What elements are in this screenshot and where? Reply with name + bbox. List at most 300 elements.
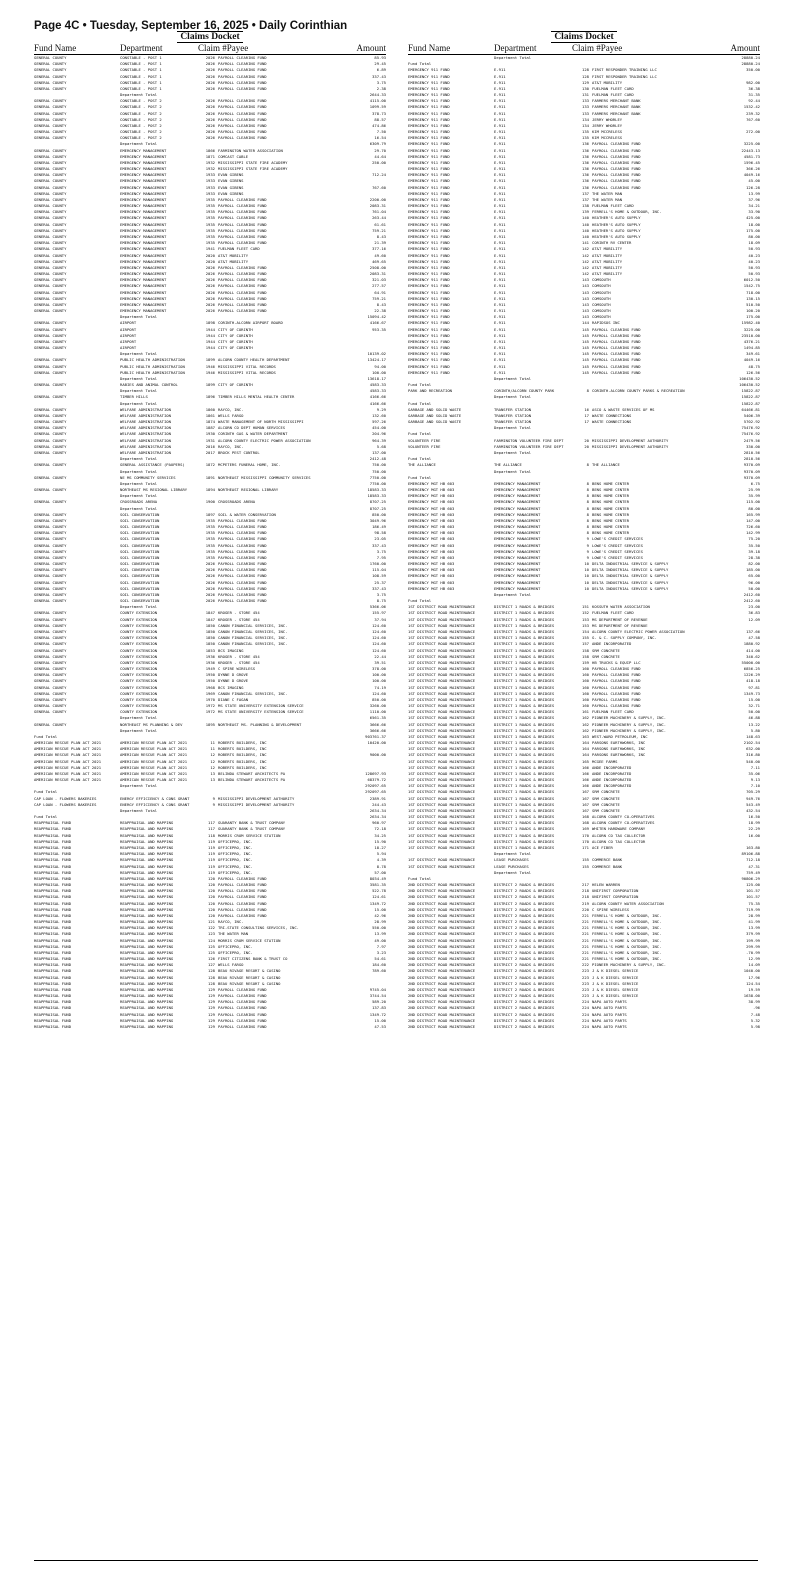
department-cell: ENERGY EFFICIENCY & CONS GRANT [120,795,190,801]
payee-cell: NAPA AUTO PARTS [592,999,627,1005]
fund-cell: 1ST DISTRICT ROAD MAINTENANCE [408,783,476,789]
amount-cell: 106430.52 [739,375,760,381]
amount-cell: 13424.17 [367,357,386,363]
department-cell: COUNTY EXTENSION [120,703,158,709]
fund-cell: Fund Total [408,61,432,67]
fund-cell: 2ND DISTRICT ROAD MAINTENANCE [408,986,476,992]
claim-number-cell: 143 [582,295,589,301]
amount-cell: 68379.72 [367,777,386,783]
department-cell: DISTRICT 2 ROADS & BRIDGES [494,986,555,992]
department-cell: EMERGENCY MANAGEMENT [120,308,167,314]
amount-cell: 9000.00 [369,752,386,758]
docket-column-left [34,32,386,1030]
claim-number-cell: 145 [582,363,589,369]
fund-cell: EMERGENCY MGT HB 603 [408,554,455,560]
department-cell: TIMBER HILLS [120,394,148,400]
amount-cell: 124.60 [372,628,386,634]
fund-cell: GENERAL COUNTY [34,73,67,79]
payee-cell: EVAN GIBENS [218,178,244,184]
department-cell: WELFARE ADMINISTRATION [120,450,171,455]
payee-cell: LOWE'S CREDIT SERVICES [592,536,643,542]
claim-number-cell: 8 [586,517,589,523]
payee-cell: PAYROLL CLEARING FUND [592,351,641,357]
amount-cell: 96.00 [748,579,760,585]
fund-cell: EMERGENCY MGT HB 603 [408,511,455,517]
department-header: Department [120,43,163,53]
department-cell: E-911 [494,122,506,128]
fund-cell: REAPPRAISAL FUND [34,943,72,949]
department-cell: EMERGENCY MANAGEMENT [120,271,167,277]
payee-cell: PAYROLL CLEARING FUND [218,548,267,554]
payee-cell: PAYROLL CLEARING FUND [218,542,267,548]
fund-cell: GENERAL COUNTY [34,419,67,425]
department-cell: DISTRICT 1 ROADS & BRIDGES [494,721,555,727]
amount-cell: 64466.81 [741,406,760,412]
claim-number-cell: 2026 [205,110,215,116]
fund-cell: EMERGENCY 911 FUND [408,104,450,110]
fund-cell: 1ST DISTRICT ROAD MAINTENANCE [408,807,476,813]
claim-number-cell: 2026 [205,135,215,141]
payee-cell: PAYROLL CLEARING FUND [218,598,267,604]
department-cell: SOIL CONSERVATION [120,598,160,604]
payee-cell: PAYROLL CLEARING FUND [218,240,267,246]
department-cell: DISTRICT 2 ROADS & BRIDGES [494,888,555,894]
claim-number-cell: 136 [582,184,589,190]
department-cell: TRANSFER STATION [494,412,532,418]
department-cell: REAPPRAISAL AND MAPPING [120,832,174,838]
claim-number-cell: 120 [208,875,215,881]
fund-cell: REAPPRAISAL FUND [34,956,72,962]
fund-cell: 1ST DISTRICT ROAD MAINTENANCE [408,777,476,783]
department-cell: DISTRICT 2 ROADS & BRIDGES [494,906,555,912]
payee-cell: TRI-STATE CONSULTING SERVICES, INC. [218,925,299,931]
department-cell: REAPPRAISAL AND MAPPING [120,919,174,925]
fund-cell: 1ST DISTRICT ROAD MAINTENANCE [408,666,476,672]
claim-number-cell: 129 [208,1005,215,1011]
payee-cell: FUELMAN FLEET CARD [218,246,260,252]
amount-cell: 18583.33 [367,493,386,499]
claim-number-cell: 129 [208,1017,215,1023]
department-cell: DISTRICT 1 ROADS & BRIDGES [494,733,555,739]
department-cell: Department Total [120,480,158,486]
amount-cell: 16.50 [748,814,760,820]
fund-cell: EMERGENCY 911 FUND [408,345,450,351]
amount-cell: 292097.65 [365,789,386,795]
department-cell: DISTRICT 2 ROADS & BRIDGES [494,919,555,925]
payee-cell: BELINDA STEWART ARCHITECTS PA [218,777,286,783]
amount-cell: 4581.73 [743,153,760,159]
amount-cell: 45.00 [748,178,760,184]
fund-cell: GENERAL COUNTY [34,357,67,363]
fund-cell: 1ST DISTRICT ROAD MAINTENANCE [408,641,476,647]
department-cell: AIRPORT [120,338,137,344]
payee-cell: SRM CONCRETE [592,795,620,801]
payee-cell: THE WATER MAN [592,196,623,202]
claim-number-cell: 8 [586,511,589,517]
payee-cell: PAYROLL CLEARING FUND [218,524,267,530]
payee-cell: NAPA AUTO PARTS [592,1017,627,1023]
fund-cell: REAPPRAISAL FUND [34,949,72,955]
payee-cell: MISSISSIPPI DEVELOPMENT AUTHORITY [218,801,295,807]
claim-number-cell: 1935 [205,196,215,202]
department-cell: EMERGENCY MANAGEMENT [494,579,541,585]
amount-cell: 33.90 [748,209,760,215]
claim-number-cell: 128 [208,974,215,980]
payee-cell: BENS HOME CENTER [592,487,630,493]
payee-cell: WASTE CONNECTIONS [592,419,632,425]
fund-cell: EMERGENCY 911 FUND [408,258,450,264]
amount-cell: 39.18 [748,548,760,554]
amount-cell: 8707.25 [369,505,386,511]
claim-number-cell: 2020 [205,252,215,258]
department-cell: REAPPRAISAL AND MAPPING [120,993,174,999]
department-cell: Department Total [494,591,532,597]
department-cell: PUBLIC HEALTH ADMINISTRATION [120,357,185,363]
fund-cell: EMERGENCY 911 FUND [408,246,450,252]
department-cell: CONSTABLE - POST 1 [120,55,162,60]
payee-cell: HELEN WARREN [592,882,620,888]
department-cell: Department Total [120,727,158,733]
claim-number-cell: 128 [208,968,215,974]
amount-cell: 1880.92 [743,641,760,647]
payee-cell: PAYROLL CLEARING FUND [218,221,267,227]
amount-cell: 337.43 [372,585,386,591]
amount-cell: 9370.09 [743,462,760,468]
payee-cell: FARMERS MERCHANT BANK [592,104,641,110]
amount-cell: 15094.42 [367,314,386,320]
fund-cell: GENERAL COUNTY [34,196,67,202]
amount-cell: 54.61 [374,956,386,962]
payee-cell: UNIFIRST CORPORATION [592,894,639,900]
amount-cell: 272.00 [746,129,760,135]
amount-cell: 4166.66 [369,400,386,406]
claim-number-cell: 161 [582,709,589,715]
fund-cell: GENERAL COUNTY [34,258,67,264]
claim-number-cell: 143 [582,314,589,320]
amount-cell: 10139.02 [367,351,386,357]
claim-number-cell: 167 [582,795,589,801]
column-headers [34,42,386,55]
amount-cell: 3.75 [376,548,386,554]
department-cell: EMERGENCY MANAGEMENT [494,554,541,560]
department-cell: E-911 [494,153,506,159]
fund-cell: REAPPRAISAL FUND [34,919,72,925]
claim-number-cell: 1932 [205,166,215,172]
claim-number-cell: 119 [208,869,215,875]
claim-number-cell: 160 [582,696,589,702]
claim-number-cell: 220 [582,906,589,912]
amount-cell: 2634.34 [369,807,386,813]
amount-cell: 337.43 [372,542,386,548]
fund-cell: EMERGENCY 911 FUND [408,79,450,85]
claim-number-cell: 143 [582,289,589,295]
amount-cell: 349.61 [746,351,760,357]
department-cell: E-911 [494,351,506,357]
payee-cell: EVAN GIBENS [218,172,244,178]
department-cell: GENERAL ASSISTANCE (PAUPERS) [120,462,185,468]
department-cell: E-911 [494,67,506,73]
fund-cell: EMERGENCY 911 FUND [408,326,450,332]
payee-cell: PIONEER MACHINERY & SUPPLY, INC. [592,721,667,727]
fund-cell: REAPPRAISAL FUND [34,1017,72,1023]
claim-number-cell: 2026 [205,129,215,135]
department-cell: EMERGENCY MANAGEMENT [120,240,167,246]
amount-cell: 2810.56 [743,456,760,462]
claim-number-cell: 1936 [205,659,215,665]
amount-cell: 4583.33 [369,382,386,388]
claim-number-cell: 158 [582,653,589,659]
amount-cell: 106430.52 [739,382,760,388]
claim-number-cell: 8 [586,480,589,486]
fund-cell: EMERGENCY 911 FUND [408,141,450,147]
claim-number-cell: 11 [210,740,215,746]
payee-cell: KROGER - STORE 454 [218,659,260,665]
fund-cell: GENERAL COUNTY [34,67,67,73]
column-headers [408,42,760,55]
payee-cell: PAYROLL CLEARING FUND [218,289,267,295]
department-cell: EMERGENCY MANAGEMENT [120,233,167,239]
department-cell: REAPPRAISAL AND MAPPING [120,882,174,888]
claim-number-cell: 224 [582,1023,589,1029]
claim-number-cell: 1944 [205,326,215,332]
fund-cell: GENERAL COUNTY [34,437,67,443]
department-cell: EMERGENCY MANAGEMENT [120,178,167,184]
amount-cell: 2634.34 [369,814,386,820]
payee-cell: BENS HOME CENTER [592,505,630,511]
amount-cell: 148.63 [746,733,760,739]
fund-cell: GENERAL COUNTY [34,215,67,221]
payee-cell: PAYROLL CLEARING FUND [592,369,641,375]
fund-cell: EMERGENCY MGT HB 603 [408,542,455,548]
payee-cell: PAYROLL CLEARING FUND [218,875,267,881]
claim-number-cell: 143 [582,277,589,283]
payee-cell: MCGEE FARMS [592,758,618,764]
docket-column-right [408,32,760,1030]
department-cell: E-911 [494,314,506,320]
department-cell: DISTRICT 1 ROADS & BRIDGES [494,616,555,622]
claim-number-cell: 143 [582,308,589,314]
claim-number-cell: 1972 [205,703,215,709]
amount-header: Amount [730,43,760,53]
fund-cell: 2ND DISTRICT ROAD MAINTENANCE [408,937,476,943]
payee-cell: MORRIS CROM SERVICE STATION [218,832,281,838]
claim-number-cell: 136 [582,178,589,184]
claim-number-cell: 9 [586,542,589,548]
payee-cell: OFFICEPRO, INC. [218,949,253,955]
claim-number-cell: 144 [582,320,589,326]
fund-cell: GENERAL COUNTY [34,233,67,239]
amount-cell: 12.09 [748,616,760,622]
amount-cell: 175.00 [746,227,760,233]
department-cell: REAPPRAISAL AND MAPPING [120,900,174,906]
payee-cell: SRM CONCRETE [592,647,620,653]
fund-cell: 1ST DISTRICT ROAD MAINTENANCE [408,659,476,665]
claim-number-cell: 136 [582,141,589,147]
claim-number-cell: 120 [208,900,215,906]
payee-cell: COMSOUTH [592,289,611,295]
claim-number-cell: 219 [582,900,589,906]
amount-cell: 330.00 [746,443,760,449]
payee-cell: JERRY WHORLEY [592,116,623,122]
amount-cell: 8034.49 [369,875,386,881]
amount-cell: 750.00 [372,462,386,468]
department-cell: EMERGENCY MANAGEMENT [120,190,167,196]
claim-number-cell: 1944 [205,345,215,351]
claim-number-cell: 160 [582,684,589,690]
fund-cell: GENERAL COUNTY [34,585,67,591]
fund-cell: 2ND DISTRICT ROAD MAINTENANCE [408,956,476,962]
department-cell: REAPPRAISAL AND MAPPING [120,826,174,832]
amount-cell: 13.99 [748,190,760,196]
payee-cell: J & K DIESEL SERVICE [592,980,639,986]
department-cell: E-911 [494,258,506,264]
amount-cell: 80.00 [748,233,760,239]
department-cell: EMERGENCY MANAGEMENT [120,283,167,289]
department-cell: REAPPRAISAL AND MAPPING [120,851,174,857]
department-cell: DISTRICT 1 ROADS & BRIDGES [494,696,555,702]
department-cell: DISTRICT 2 ROADS & BRIDGES [494,999,555,1005]
department-cell: SOIL CONSERVATION [120,554,160,560]
fund-cell: CAP LOAN - FLOWERS BAKERIES [34,801,97,807]
claim-number-cell: 1930 [205,431,215,437]
fund-cell: REAPPRAISAL FUND [34,925,72,931]
payee-cell: PAYROLL CLEARING FUND [218,209,267,215]
claim-number-cell: 13 [210,777,215,783]
department-cell: E-911 [494,209,506,215]
department-cell: AMERICAN RESCUE PLAN ACT 2021 [120,777,188,783]
claim-number-cell: 9 [212,801,215,807]
amount-cell: 2644.33 [369,92,386,98]
payee-cell: ROBERTS BUILDERS, INC [218,764,267,770]
fund-cell: EMERGENCY 911 FUND [408,240,450,246]
payee-cell: DIANE C FAGAN [218,696,249,702]
amount-cell: 185.00 [746,567,760,573]
amount-cell: 432.54 [746,807,760,813]
claim-number-cell: 160 [582,672,589,678]
fund-cell: EMERGENCY 911 FUND [408,196,450,202]
department-cell: EMERGENCY MANAGEMENT [120,203,167,209]
fund-cell: AMERICAN RESCUE PLAN ACT 2021 [34,740,102,746]
department-cell: REAPPRAISAL AND MAPPING [120,820,174,826]
fund-cell: 1ST DISTRICT ROAD MAINTENANCE [408,795,476,801]
payee-cell: PAYROLL CLEARING FUND [218,196,267,202]
claim-number-cell: 138 [582,203,589,209]
claim-number-cell: 2026 [205,67,215,73]
amount-cell: 50.00 [748,709,760,715]
amount-cell: 850.00 [372,511,386,517]
amount-cell: 28880.24 [741,61,760,67]
claim-payee-header: Claim #Payee [198,43,249,53]
payee-cell: WASTE MANAGEMENT OF NORTH MISSISSIPPI [218,419,304,425]
claim-number-cell: 222 [582,962,589,968]
amount-cell: 90806.29 [741,875,760,881]
claim-number-cell: 8 [586,505,589,511]
claim-number-cell: 126 [208,956,215,962]
fund-cell: GENERAL COUNTY [34,135,67,141]
department-cell: DISTRICT 1 ROADS & BRIDGES [494,610,555,616]
claims-list-left [34,55,386,1030]
fund-cell: GENERAL COUNTY [34,153,67,159]
payee-cell: MS DEPARTMENT OF REVENUE [592,616,648,622]
amount-cell: 2200.00 [369,196,386,202]
claim-number-cell: 134 [582,116,589,122]
payee-cell: ASCO & WASTE SERVICES OF MS [592,406,655,412]
department-cell: EMERGENCY MANAGEMENT [494,517,541,523]
amount-cell: 960.97 [372,820,386,826]
payee-cell: PAYROLL CLEARING FUND [218,67,267,73]
department-cell: DISTRICT 2 ROADS & BRIDGES [494,949,555,955]
amount-cell: 3581.35 [369,882,386,888]
fund-cell: GENERAL COUNTY [34,653,67,659]
fund-cell: REAPPRAISAL FUND [34,912,72,918]
amount-cell: 50.93 [748,264,760,270]
payee-cell: MORRIS CROM SERVICE STATION [218,937,281,943]
payee-cell: RAYCO, INC. [218,406,244,412]
amount-cell: 36.83 [748,610,760,616]
department-cell: Department Total [120,468,158,474]
payee-cell: DYNNE D GROVE [218,678,249,684]
claim-number-cell: 120 [208,906,215,912]
department-cell: CONSTABLE - POST 2 [120,122,162,128]
amount-cell: 15.00 [374,1017,386,1023]
amount-cell: 7750.00 [369,480,386,486]
claim-number-cell: 2026 [205,567,215,573]
claim-number-cell: 1933 [205,184,215,190]
fund-cell: GENERAL COUNTY [34,110,67,116]
payee-cell: PARSONS EARTHWORKS, INC [592,752,646,758]
department-cell: REAPPRAISAL AND MAPPING [120,943,174,949]
claim-number-cell: 2026 [205,264,215,270]
amount-cell: 982.00 [746,79,760,85]
amount-cell: 759.49 [746,869,760,875]
amount-cell: 128697.93 [365,770,386,776]
department-cell: Department Total [120,456,158,462]
amount-cell: 377.16 [372,246,386,252]
payee-cell: PAYROLL CLEARING FUND [592,703,641,709]
fund-cell: GENERAL COUNTY [34,536,67,542]
claim-number-cell: 9 [586,548,589,554]
department-cell: REAPPRAISAL AND MAPPING [120,838,174,844]
payee-cell: FERRELL'S HOME & OUTDOOR, INC. [592,925,662,931]
amount-cell: 340.62 [746,653,760,659]
amount-cell: 55000.00 [741,659,760,665]
payee-cell: PAYROLL CLEARING FUND [592,363,641,369]
payee-cell: CITY OF CORINTH [218,345,253,351]
claim-number-cell: 221 [582,919,589,925]
fund-cell: Fund Total [408,598,432,604]
fund-cell: 1ST DISTRICT ROAD MAINTENANCE [408,604,476,610]
amount-cell: 9.29 [376,406,386,412]
department-cell: EMERGENCY MANAGEMENT [494,480,541,486]
payee-cell: BROCK PEST CONTROL [218,450,260,455]
payee-cell: NAPA AUTO PARTS [592,1005,627,1011]
department-cell: DISTRICT 1 ROADS & BRIDGES [494,789,555,795]
amount-cell: 337.43 [372,73,386,79]
payee-cell: PAYROLL CLEARING FUND [218,215,267,221]
fund-cell: GENERAL COUNTY [34,678,67,684]
payee-cell: COMSOUTH [592,314,611,320]
claim-number-cell: 10 [584,561,589,567]
department-cell: SOIL CONSERVATION [120,530,160,536]
claim-number-cell: 2026 [205,573,215,579]
department-cell: DISTRICT 2 ROADS & BRIDGES [494,925,555,931]
claim-number-cell: 1850 [205,635,215,641]
payee-cell: HB TRUCKS & EQUIP LLC [592,659,641,665]
department-cell: E-911 [494,246,506,252]
amount-cell: 94.00 [374,363,386,369]
fund-cell: GENERAL COUNTY [34,721,67,727]
fund-cell: GENERAL COUNTY [34,554,67,560]
